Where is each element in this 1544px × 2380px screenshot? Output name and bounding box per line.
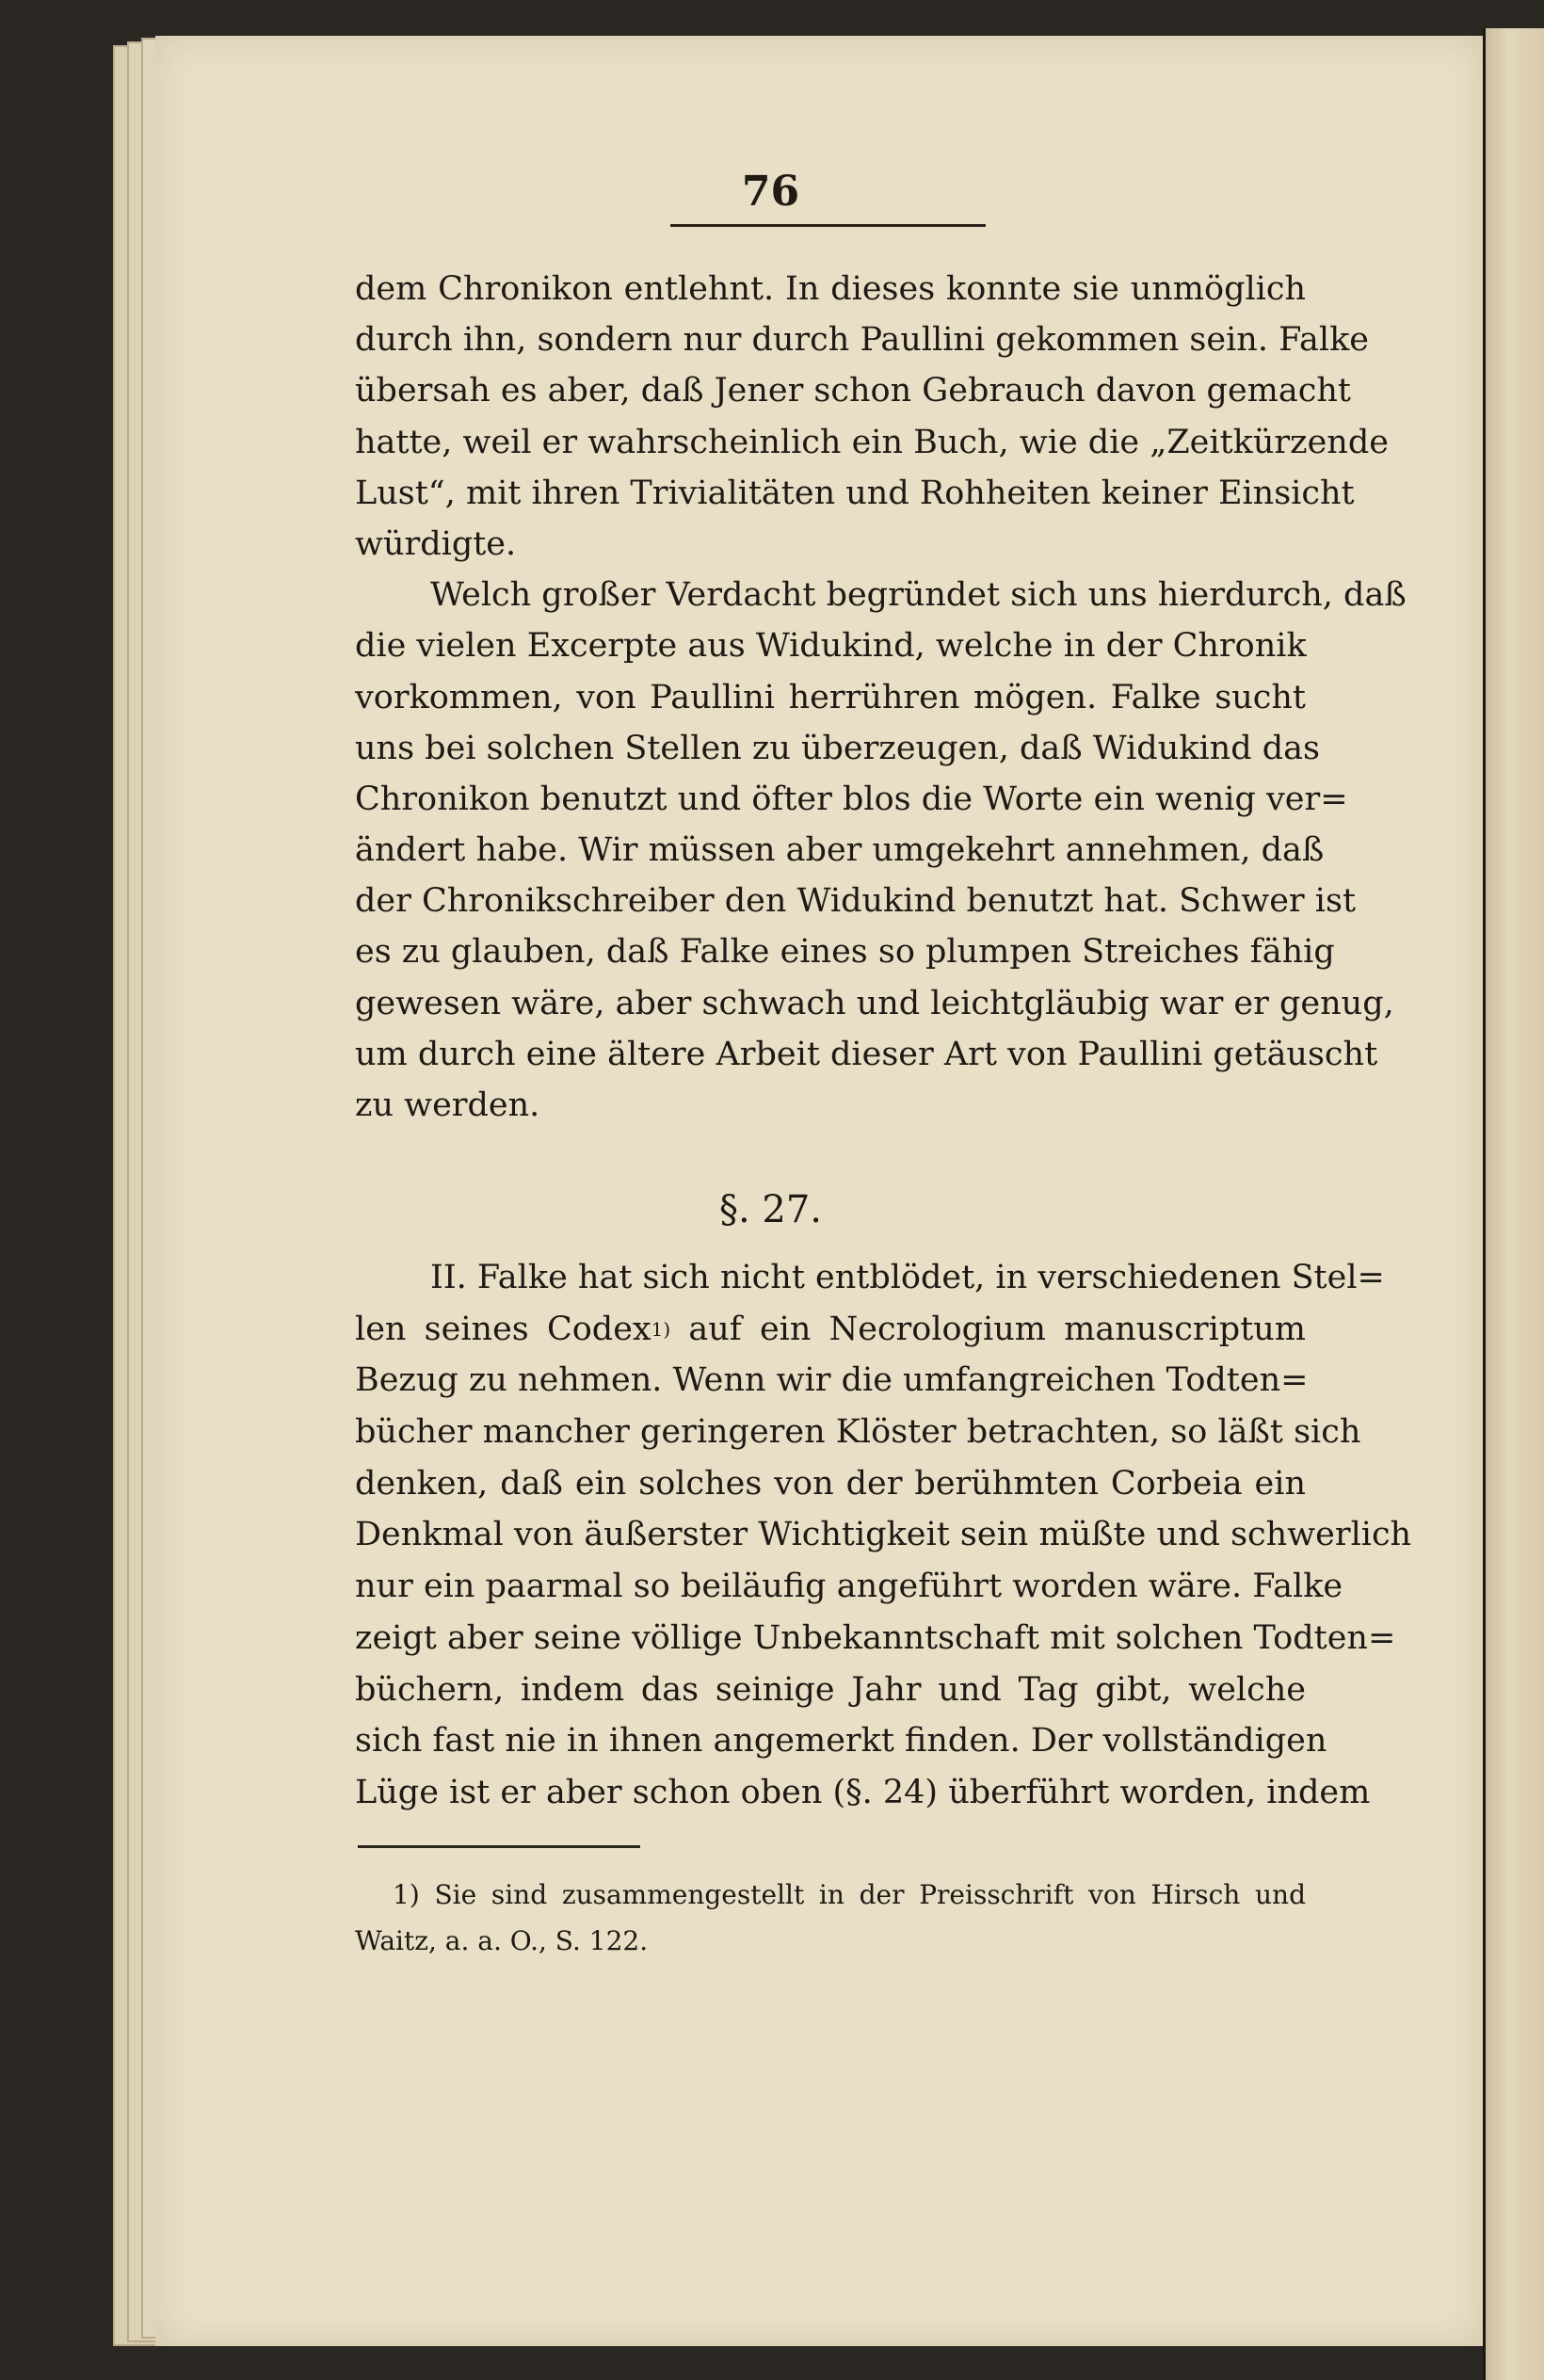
text-line <box>355 1304 1306 1356</box>
section-heading: §. 27. <box>718 1188 823 1231</box>
text-line: II. Falke hat sich nicht entblödet, in verschiedenen Stel= <box>430 1259 1385 1296</box>
text-line: würdigte. <box>355 524 517 563</box>
text-line: hatte, weil er wahrscheinlich ein Buch, wie die „Zeitkürzende <box>355 423 1389 461</box>
text-line: Chronikon benutzt und öfter blos die Worte ein wenig ver= <box>355 780 1348 818</box>
text-line: Bezug zu nehmen. Wenn wir die umfangreichen Todten= <box>355 1361 1309 1400</box>
text-line: es zu glauben, daß Falke eines so plumpen Streiches fähig <box>355 933 1335 972</box>
text-line: Lust“, mit ihren Trivialitäten und Rohheiten keiner Einsicht <box>355 474 1355 512</box>
text-line: sich fast nie in ihnen angemerkt finden. Der vollständigen <box>355 1722 1327 1761</box>
footnote <box>355 1872 1306 1964</box>
footnote-rule <box>358 1845 640 1848</box>
text-block-bottom <box>355 1252 1412 1819</box>
text-line: büchern, indem das seinige Jahr und Tag gibt, welche <box>355 1670 1306 1709</box>
header-rule <box>670 224 986 227</box>
text-line: gewesen wäre, aber schwach und leichtgläubig war er genug, <box>355 984 1394 1022</box>
text-line: denken, daß ein solches von der berühmten Corbeia ein <box>355 1464 1306 1503</box>
text-block-top <box>355 264 1407 1131</box>
footnote-line: Waitz, a. a. O., S. 122. <box>355 1925 649 1956</box>
footnote-marker[interactable]: 1) <box>651 1317 671 1341</box>
page-number: 76 <box>741 168 800 216</box>
text-line: bücher mancher geringeren Klöster betrachten, so läßt sich <box>355 1413 1361 1452</box>
text-line: Welch großer Verdacht begründet sich uns hierdurch, daß <box>430 576 1407 615</box>
text-line: ändert habe. Wir müssen aber umgekehrt annehmen, daß <box>355 831 1325 870</box>
text-line: uns bei solchen Stellen zu überzeugen, daß Widukind das <box>355 729 1320 767</box>
text-line: die vielen Excerpte aus Widukind, welche in der Chronik <box>355 627 1307 666</box>
footnote-line: 1) Sie sind zusammengestellt in der Preisschrift von Hirsch und <box>393 1879 1306 1910</box>
text-line: zeigt aber seine völlige Unbekanntschaft mit solchen Todten= <box>355 1618 1396 1657</box>
text-fragment: auf ein Necrologium manuscriptum <box>670 1310 1306 1348</box>
text-line: zu werden. <box>355 1086 540 1124</box>
text-line: dem Chronikon entlehnt. In dieses konnte sie unmöglich <box>355 270 1306 308</box>
text-line: nur ein paarmal so beiläufig angeführt worden wäre. Falke <box>355 1568 1343 1606</box>
text-line: durch ihn, sondern nur durch Paullini gekommen sein. Falke <box>355 321 1369 360</box>
text-line: der Chronikschreiber den Widukind benutzt hat. Schwer ist <box>355 882 1357 921</box>
text-line: Denkmal von äußerster Wichtigkeit sein müßte und schwerlich <box>355 1516 1412 1554</box>
text-line: vorkommen, von Paullini herrühren mögen. Falke sucht <box>355 678 1306 716</box>
text-line: Lüge ist er aber schon oben (§. 24) überführt worden, indem <box>355 1773 1371 1811</box>
text-fragment: len seines Codex <box>355 1310 651 1348</box>
text-line: übersah es aber, daß Jener schon Gebrauch davon gemacht <box>355 372 1351 410</box>
text-line: um durch eine ältere Arbeit dieser Art von Paullini getäuscht <box>355 1035 1378 1073</box>
